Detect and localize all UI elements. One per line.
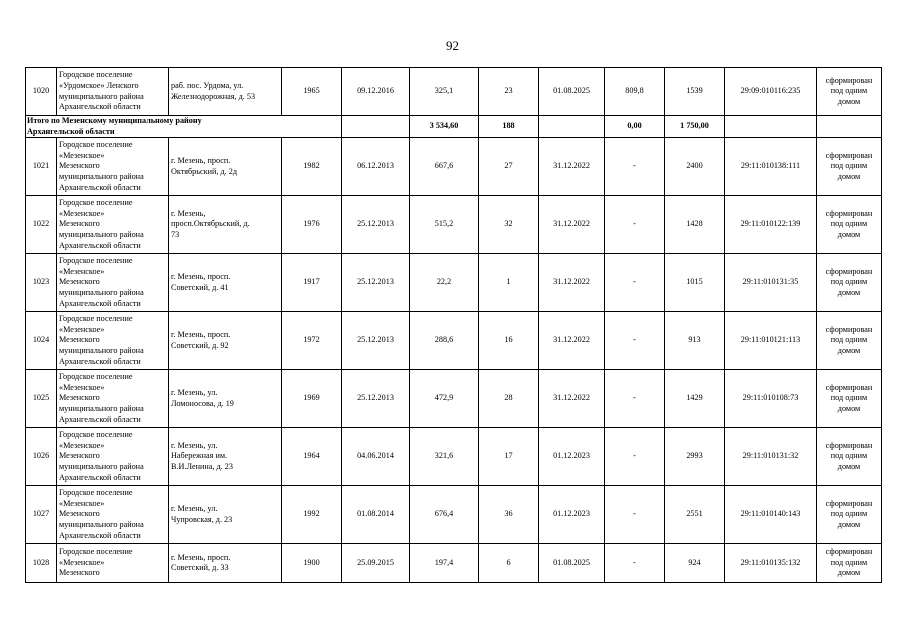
plot-status: сформирован под одним домом <box>817 196 882 254</box>
area: 197,4 <box>410 544 479 583</box>
resident-count: 6 <box>479 544 539 583</box>
municipality-name: Городское поселение «Мезенское» Мезенского муниципального района Архангельской области <box>57 486 169 544</box>
housing-registry-table <box>25 67 882 583</box>
row-number: 1022 <box>26 196 57 254</box>
plot-area: 1429 <box>665 370 725 428</box>
table-row <box>26 138 882 196</box>
value: - <box>605 138 665 196</box>
table-row <box>26 544 882 583</box>
deadline-date: 31.12.2022 <box>539 138 605 196</box>
plot-status: сформирован под одним домом <box>817 312 882 370</box>
municipality-name: Городское поселение «Мезенское» Мезенского муниципального района Архангельской области <box>57 428 169 486</box>
build-year: 1992 <box>282 486 342 544</box>
build-year: 1982 <box>282 138 342 196</box>
deadline-date: 31.12.2022 <box>539 196 605 254</box>
total-plot-area: 1 750,00 <box>665 116 725 138</box>
plot-area: 1539 <box>665 68 725 116</box>
total-count: 188 <box>479 116 539 138</box>
total-row <box>26 116 882 138</box>
table-row <box>26 428 882 486</box>
build-year: 1964 <box>282 428 342 486</box>
recognition-date: 01.08.2014 <box>342 486 410 544</box>
total-empty-date <box>342 116 410 138</box>
value: - <box>605 196 665 254</box>
recognition-date: 25.09.2015 <box>342 544 410 583</box>
deadline-date: 31.12.2022 <box>539 254 605 312</box>
build-year: 1917 <box>282 254 342 312</box>
row-number: 1020 <box>26 68 57 116</box>
build-year: 1976 <box>282 196 342 254</box>
recognition-date: 09.12.2016 <box>342 68 410 116</box>
municipality-name: Городское поселение «Урдомское» Ленского муниципального района Архангельской области <box>57 68 169 116</box>
cadastral-number: 29:11:010135:132 <box>725 544 817 583</box>
municipality-name: Городское поселение «Мезенское» Мезенского муниципального района Архангельской области <box>57 254 169 312</box>
row-number: 1028 <box>26 544 57 583</box>
table-row <box>26 254 882 312</box>
cadastral-number: 29:11:010140:143 <box>725 486 817 544</box>
cadastral-number: 29:11:010122:139 <box>725 196 817 254</box>
build-year: 1965 <box>282 68 342 116</box>
area: 321,6 <box>410 428 479 486</box>
recognition-date: 06.12.2013 <box>342 138 410 196</box>
table-row <box>26 486 882 544</box>
value: 809,8 <box>605 68 665 116</box>
address: г. Мезень, просп. Советский, д. 92 <box>169 312 282 370</box>
plot-status: сформирован под одним домом <box>817 138 882 196</box>
area: 22,2 <box>410 254 479 312</box>
resident-count: 28 <box>479 370 539 428</box>
total-area: 3 534,60 <box>410 116 479 138</box>
plot-area: 913 <box>665 312 725 370</box>
municipality-name: Городское поселение «Мезенское» Мезенского муниципального района Архангельской области <box>57 138 169 196</box>
area: 325,1 <box>410 68 479 116</box>
table-body <box>26 68 882 583</box>
address: г. Мезень, просп. Советский, д. 33 <box>169 544 282 583</box>
resident-count: 23 <box>479 68 539 116</box>
municipality-name: Городское поселение «Мезенское» Мезенского муниципального района Архангельской области <box>57 312 169 370</box>
municipality-name: Городское поселение «Мезенское» Мезенского <box>57 544 169 583</box>
deadline-date: 01.08.2025 <box>539 544 605 583</box>
total-value: 0,00 <box>605 116 665 138</box>
total-empty-deadline <box>539 116 605 138</box>
value: - <box>605 486 665 544</box>
plot-status: сформирован под одним домом <box>817 428 882 486</box>
resident-count: 27 <box>479 138 539 196</box>
plot-area: 924 <box>665 544 725 583</box>
deadline-date: 31.12.2022 <box>539 312 605 370</box>
plot-area: 2993 <box>665 428 725 486</box>
municipality-name: Городское поселение «Мезенское» Мезенского муниципального района Архангельской области <box>57 196 169 254</box>
address: г. Мезень, ул. Ломоносова, д. 19 <box>169 370 282 428</box>
row-number: 1026 <box>26 428 57 486</box>
table-row <box>26 68 882 116</box>
resident-count: 17 <box>479 428 539 486</box>
plot-status: сформирован под одним домом <box>817 68 882 116</box>
cadastral-number: 29:09:010116:235 <box>725 68 817 116</box>
recognition-date: 04.06.2014 <box>342 428 410 486</box>
table-row <box>26 370 882 428</box>
build-year: 1900 <box>282 544 342 583</box>
address: г. Мезень, просп. Октябрьский, д. 2д <box>169 138 282 196</box>
build-year: 1972 <box>282 312 342 370</box>
value: - <box>605 254 665 312</box>
total-empty-cadastral <box>725 116 817 138</box>
row-number: 1027 <box>26 486 57 544</box>
area: 288,6 <box>410 312 479 370</box>
total-label: Итого по Мезенскому муниципальному району Архангельской области <box>26 116 342 138</box>
address: раб. пос. Урдома, ул. Железнодорожная, д. 53 <box>169 68 282 116</box>
cadastral-number: 29:11:010131:32 <box>725 428 817 486</box>
cadastral-number: 29:11:010138:111 <box>725 138 817 196</box>
address: г. Мезень, ул. Чупровская, д. 23 <box>169 486 282 544</box>
resident-count: 1 <box>479 254 539 312</box>
address: г. Мезень, просп. Советский, д. 41 <box>169 254 282 312</box>
value: - <box>605 312 665 370</box>
recognition-date: 25.12.2013 <box>342 312 410 370</box>
recognition-date: 25.12.2013 <box>342 370 410 428</box>
plot-area: 2551 <box>665 486 725 544</box>
total-empty-status <box>817 116 882 138</box>
resident-count: 32 <box>479 196 539 254</box>
recognition-date: 25.12.2013 <box>342 196 410 254</box>
resident-count: 16 <box>479 312 539 370</box>
plot-area: 1015 <box>665 254 725 312</box>
cadastral-number: 29:11:010121:113 <box>725 312 817 370</box>
area: 676,4 <box>410 486 479 544</box>
recognition-date: 25.12.2013 <box>342 254 410 312</box>
build-year: 1969 <box>282 370 342 428</box>
value: - <box>605 370 665 428</box>
plot-status: сформирован под одним домом <box>817 486 882 544</box>
plot-status: сформирован под одним домом <box>817 254 882 312</box>
row-number: 1025 <box>26 370 57 428</box>
address: г. Мезень, ул. Набережная им. В.И.Ленина, д. 23 <box>169 428 282 486</box>
table-row <box>26 196 882 254</box>
resident-count: 36 <box>479 486 539 544</box>
area: 667,6 <box>410 138 479 196</box>
plot-area: 1428 <box>665 196 725 254</box>
plot-status: сформирован под одним домом <box>817 544 882 583</box>
cadastral-number: 29:11:010131:35 <box>725 254 817 312</box>
value: - <box>605 428 665 486</box>
area: 472,9 <box>410 370 479 428</box>
table-row <box>26 312 882 370</box>
plot-area: 2400 <box>665 138 725 196</box>
deadline-date: 01.12.2023 <box>539 428 605 486</box>
deadline-date: 01.08.2025 <box>539 68 605 116</box>
row-number: 1024 <box>26 312 57 370</box>
plot-status: сформирован под одним домом <box>817 370 882 428</box>
value: - <box>605 544 665 583</box>
deadline-date: 31.12.2022 <box>539 370 605 428</box>
address: г. Мезень, просп.Октябрьский, д. 73 <box>169 196 282 254</box>
deadline-date: 01.12.2023 <box>539 486 605 544</box>
area: 515,2 <box>410 196 479 254</box>
page-number: 92 <box>446 38 459 53</box>
row-number: 1021 <box>26 138 57 196</box>
row-number: 1023 <box>26 254 57 312</box>
cadastral-number: 29:11:010108:73 <box>725 370 817 428</box>
municipality-name: Городское поселение «Мезенское» Мезенского муниципального района Архангельской области <box>57 370 169 428</box>
